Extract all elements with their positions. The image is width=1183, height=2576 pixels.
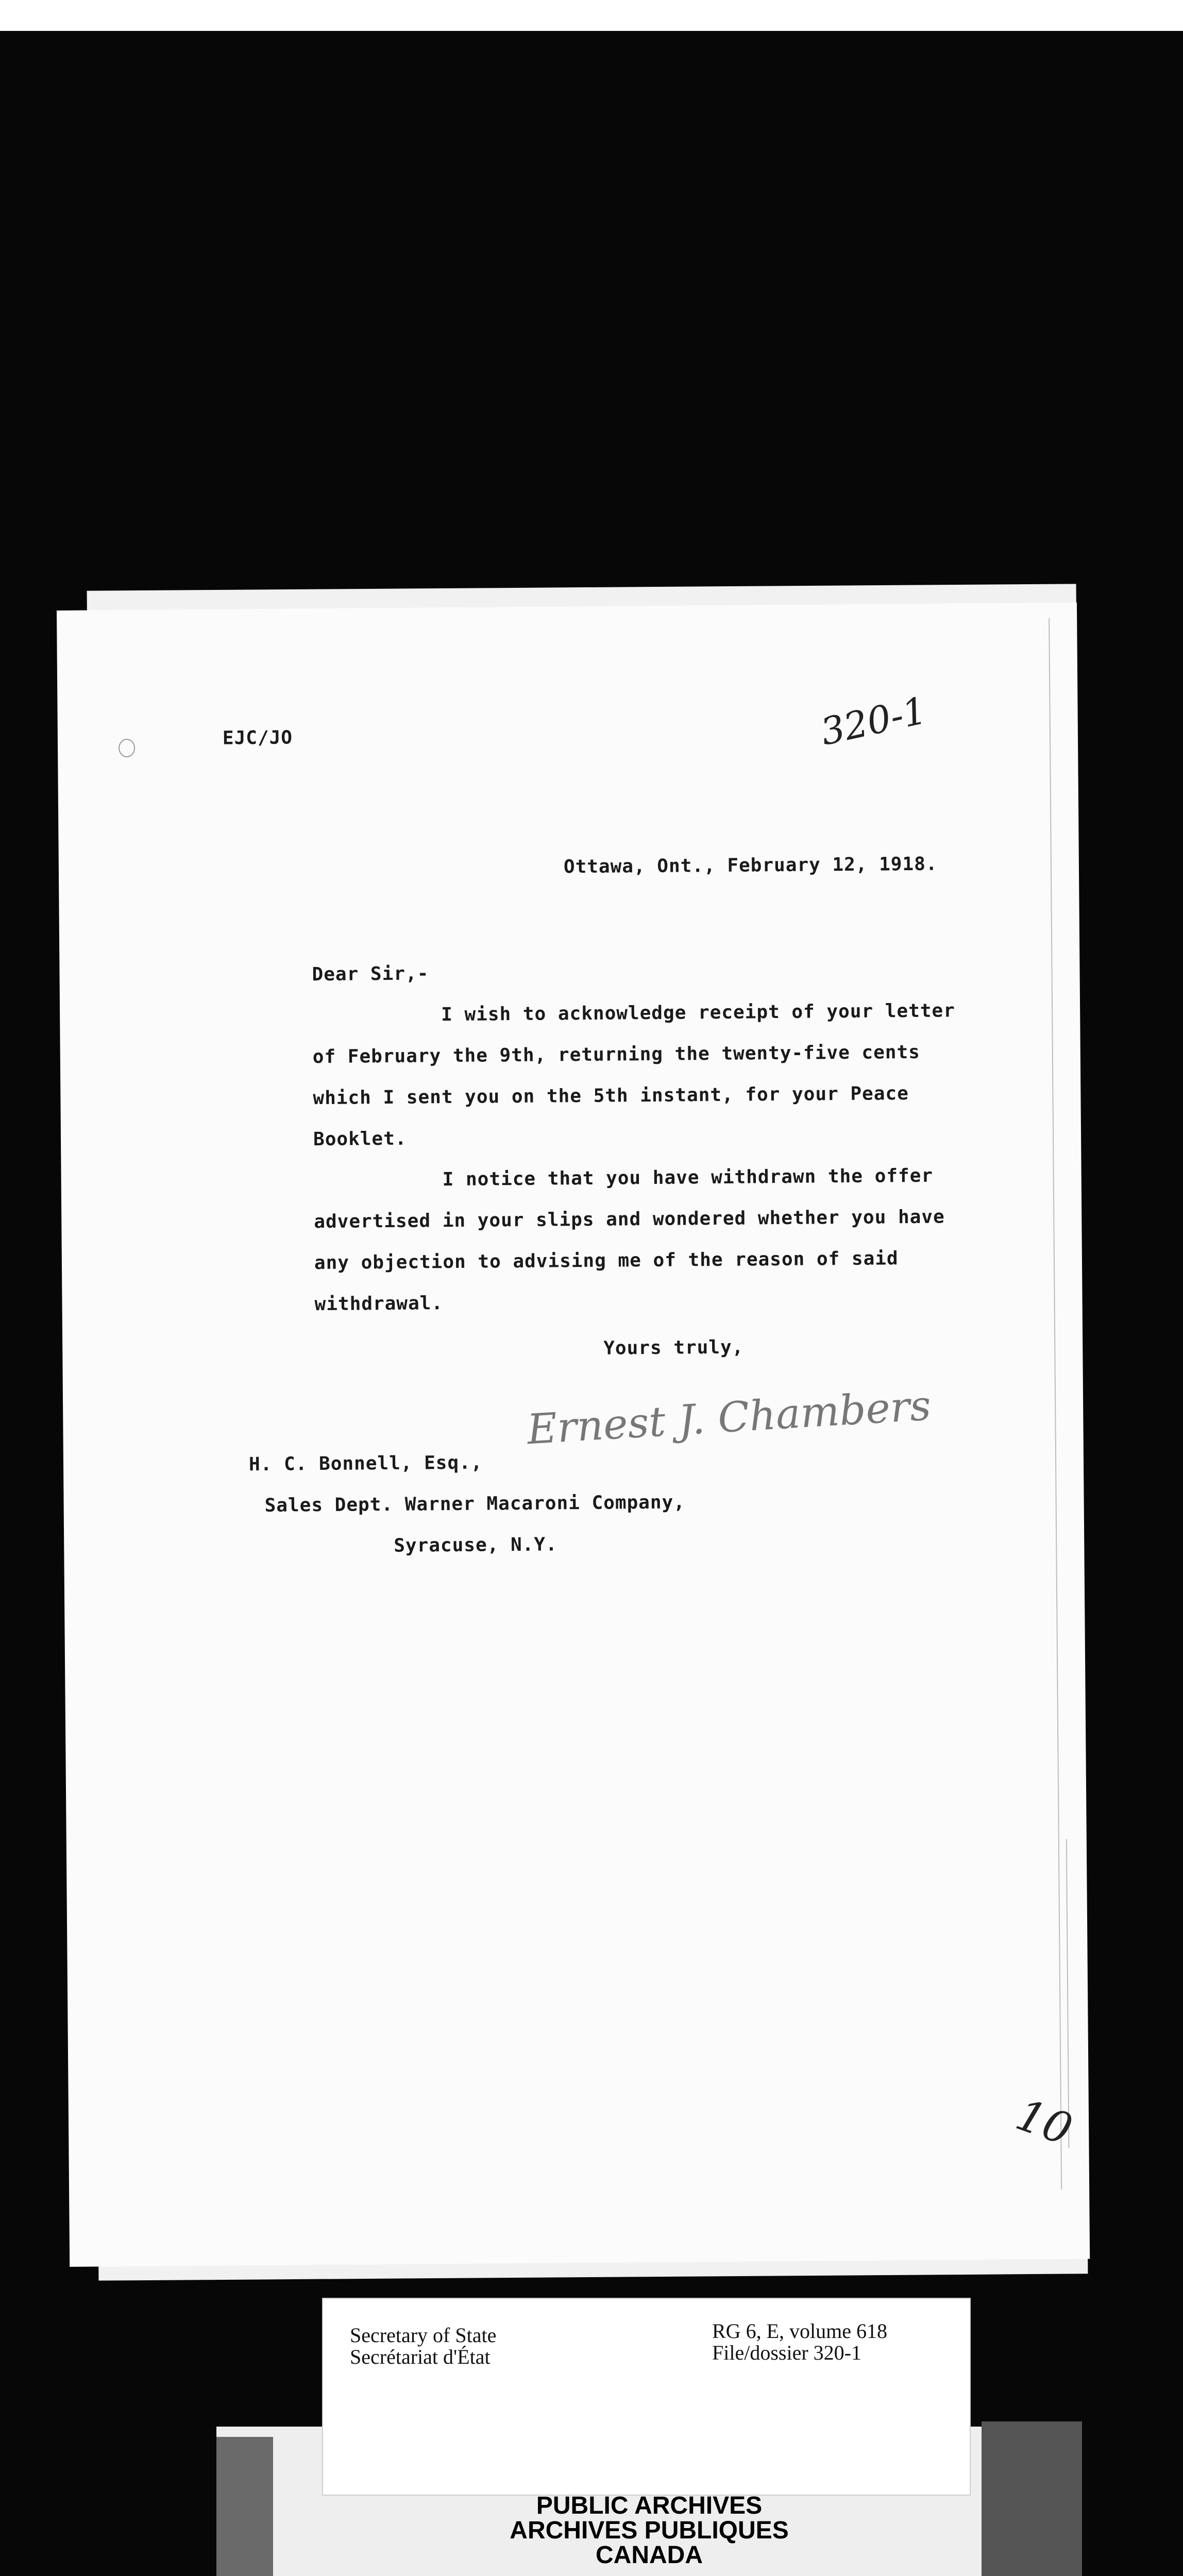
tray-shadow-right [982, 2421, 1082, 2576]
reference-initials: EJC/JO [222, 727, 293, 749]
addressee-line-3: Syracuse, N.Y. [394, 1534, 557, 1556]
label-file-number: File/dossier 320-1 [712, 2341, 861, 2364]
letter-page [57, 602, 1090, 2266]
addressee-line-2: Sales Dept. Warner Macaroni Company, [264, 1492, 686, 1516]
body-line-1: I wish to acknowledge receipt of your letter [441, 1000, 955, 1026]
salutation: Dear Sir,- [312, 963, 429, 986]
body-line-5: I notice that you have withdrawn the offer [442, 1165, 934, 1191]
label-department-en: Secretary of State [350, 2324, 497, 2347]
page-edge-line [1049, 618, 1062, 2190]
addressee-line-1: H. C. Bonnell, Esq., [248, 1452, 483, 1476]
label-department-fr: Secrétariat d'État [350, 2345, 491, 2368]
body-line-8: withdrawal. [314, 1293, 444, 1315]
label-record-group: RG 6, E, volume 618 [712, 2319, 887, 2343]
closing: Yours truly, [603, 1336, 744, 1359]
body-line-3: which I sent you on the 5th instant, for your Peace [313, 1083, 909, 1109]
punch-hole-mark [119, 739, 135, 757]
stamp-line-3: CANADA [596, 2541, 703, 2569]
archive-label-card [322, 2298, 971, 2496]
stamp-line-2: ARCHIVES PUBLIQUES [510, 2517, 789, 2544]
body-line-7: any objection to advising me of the reason of said [314, 1248, 899, 1274]
body-line-6: advertised in your slips and wondered whether you have [314, 1206, 945, 1233]
tray-shadow-left [216, 2437, 273, 2576]
stamp-line-1: PUBLIC ARCHIVES [536, 2492, 763, 2519]
body-line-2: of February the 9th, returning the twenty-five cents [312, 1041, 920, 1068]
handwritten-signature: Ernest J. Chambers [526, 1381, 933, 1454]
body-line-4: Booklet. [313, 1128, 407, 1150]
place-and-date: Ottawa, Ont., February 12, 1918. [563, 853, 938, 878]
public-archives-stamp [330, 2494, 969, 2576]
handwritten-file-number: 320-1 [817, 688, 931, 754]
page-edge-line-2 [1066, 1839, 1070, 2148]
handwritten-page-number: 10 [1009, 2089, 1079, 2156]
